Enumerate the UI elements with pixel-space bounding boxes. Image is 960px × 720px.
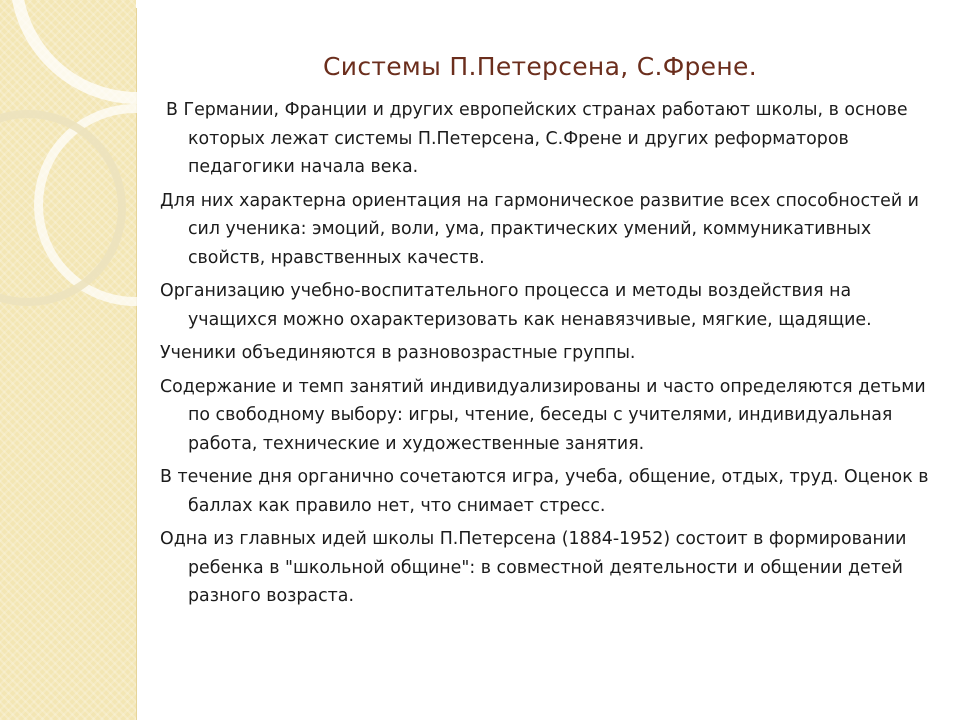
paragraph-mixed-age-groups: Ученики объединяются в разновозрастные группы.	[160, 343, 636, 363]
paragraph-school-community: Одна из главных идей школы П.Петерсена (1884-1952) состоит в формировании ребенка в "школьной общине": в совместной деятельности и общении детей разного возраста.	[160, 529, 907, 606]
paragraph-harmonious-development: Для них характерна ориентация на гармоническое развитие всех способностей и сил ученика: эмоций, воли, ума, практических умений, коммуникативных свойств, нравственных качеств.	[160, 190, 919, 268]
slide-body	[158, 96, 930, 616]
paragraph-schools: В Германии, Франции и других европейских странах работают школы, в основе которых лежат системы П.Петерсена, С.Френе и других реформаторов педагогики начала века.	[166, 100, 908, 177]
decorative-side-panel	[0, 0, 137, 720]
paragraph-individualized-content: Содержание и темп занятий индивидуализированы и часто определяются детьми по свободному выбору: игры, чтение, беседы с учителями, индивидуальная работа, технические и художественные занятия.	[160, 376, 926, 454]
paragraph-daily-routine: В течение дня органично сочетаются игра, учеба, общение, отдых, труд. Оценок в баллах как правило нет, что снимает стресс.	[160, 467, 929, 516]
slide-title: Системы П.Петерсена, С.Френе.	[323, 52, 757, 81]
top-strip	[136, 0, 960, 8]
paragraph-methods: Организацию учебно-воспитательного процесса и методы воздействия на учащихся можно охарактеризовать как ненавязчивые, мягкие, щадящие.	[160, 281, 872, 330]
